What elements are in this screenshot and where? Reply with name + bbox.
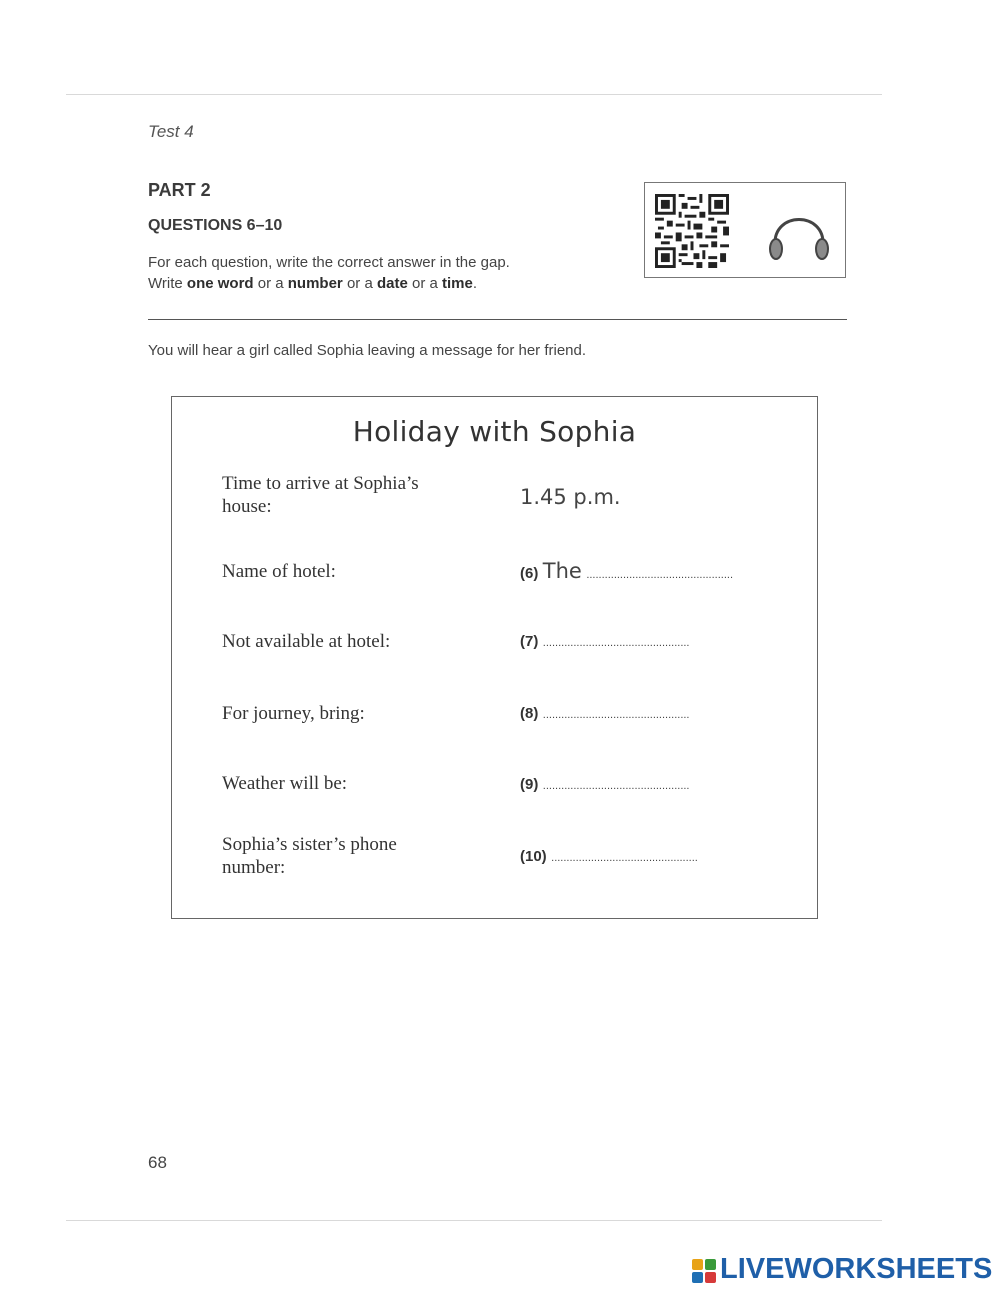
row-label-journey: For journey, bring: xyxy=(222,703,365,724)
page-number: 68 xyxy=(148,1153,167,1172)
audio-box xyxy=(644,182,846,278)
row-label-hotel: Name of hotel: xyxy=(222,561,336,582)
question-number: (6) xyxy=(520,565,539,582)
example-answer: 1.45 p.m. xyxy=(520,485,621,509)
answer-gap[interactable]: ................................................ xyxy=(542,780,690,792)
questions-title: QUESTIONS 6–10 xyxy=(148,217,283,234)
intro-text: You will hear a girl called Sophia leaving a message for her friend. xyxy=(148,342,587,359)
instructions xyxy=(148,252,510,294)
row-label-phone: Sophia’s sister’s phone number: xyxy=(222,834,397,878)
answer-gap[interactable]: ................................................ xyxy=(551,852,698,864)
row-answer-not-available xyxy=(520,633,690,651)
row-label-weather: Weather will be: xyxy=(222,773,348,794)
headphones-icon[interactable] xyxy=(763,201,835,265)
row-answer-journey xyxy=(520,705,690,723)
instruction-line-2: Write one word or a number or a date or a time. xyxy=(148,275,478,292)
bottom-rule xyxy=(66,1220,882,1221)
answer-gap[interactable]: ................................................ xyxy=(542,637,690,649)
answer-gap[interactable]: ................................................ xyxy=(586,569,734,581)
liveworksheets-brand[interactable]: LIVEWORKSHEETS xyxy=(720,1253,993,1285)
answer-gap[interactable]: ................................................ xyxy=(542,709,690,721)
row-answer-hotel xyxy=(520,559,733,583)
row-label-arrival: Time to arrive at Sophia’s house: xyxy=(222,473,419,517)
question-number: (9) xyxy=(520,776,539,793)
answer-prefix: The xyxy=(542,559,582,583)
question-number: (7) xyxy=(520,633,539,650)
liveworksheets-logo-icon xyxy=(692,1259,716,1283)
notes-box xyxy=(171,396,818,919)
row-label-not-available: Not available at hotel: xyxy=(222,631,391,652)
question-number: (8) xyxy=(520,705,539,722)
qr-code-icon[interactable] xyxy=(655,193,729,269)
section-divider xyxy=(148,319,847,320)
row-answer-phone xyxy=(520,848,698,866)
part-title: PART 2 xyxy=(148,180,211,200)
row-answer-arrival xyxy=(520,485,621,509)
top-rule xyxy=(66,94,882,95)
instruction-line-1: For each question, write the correct answer in the gap. xyxy=(148,254,510,271)
question-number: (10) xyxy=(520,848,547,865)
row-answer-weather xyxy=(520,776,690,794)
notes-title: Holiday with Sophia xyxy=(352,415,637,448)
test-label: Test 4 xyxy=(148,122,194,141)
